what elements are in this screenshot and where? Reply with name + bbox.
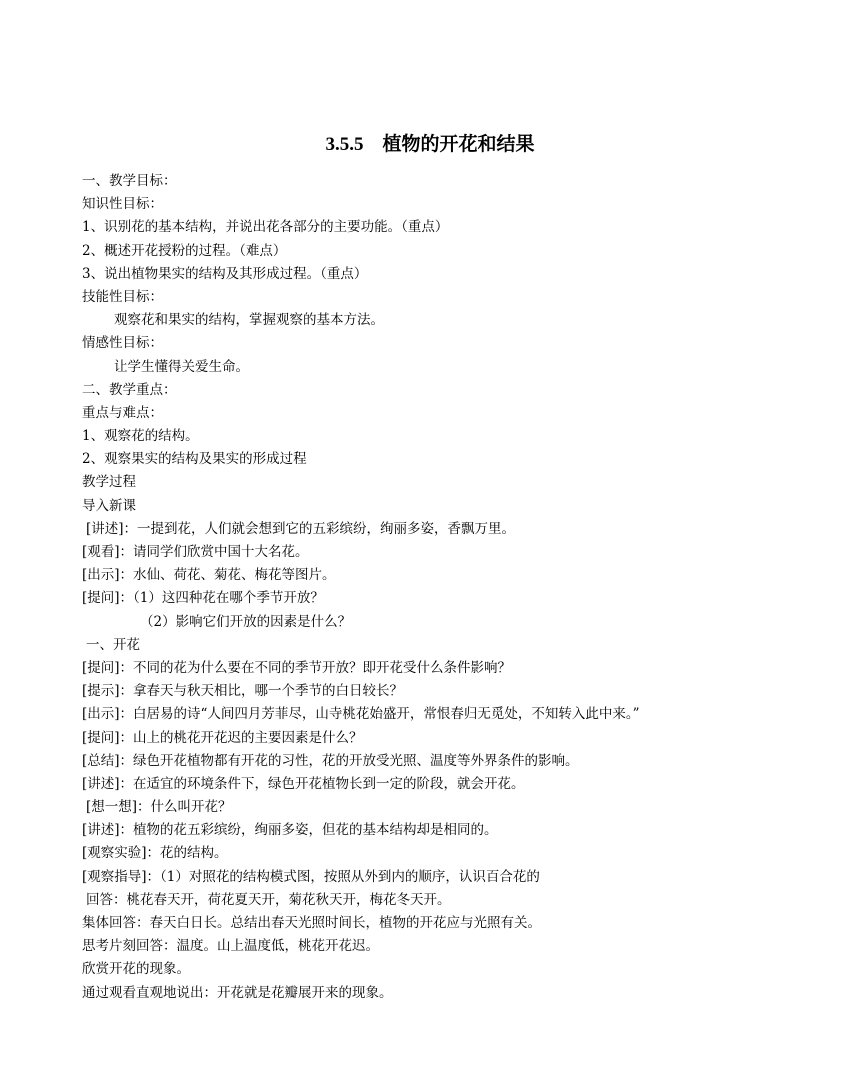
text-line: [观察实验]：花的结构。 (82, 845, 228, 862)
text-line: 教学过程 (82, 474, 136, 491)
text-line: 让学生懂得关爱生命。 (114, 358, 249, 375)
text-line: 一、开花 (86, 636, 140, 653)
text-line: [讲述]：植物的花五彩缤纷，绚丽多姿，但花的基本结构却是相同的。 (82, 822, 498, 839)
text-line: 思考片刻回答：温度。山上温度低，桃花开花迟。 (82, 938, 379, 955)
text-line: 集体回答：春天白日长。总结出春天光照时间长，植物的开花应与光照有关。 (82, 915, 541, 931)
text-line: [观察指导]：（1）对照花的结构模式图，按照从外到内的顺序，认识百合花的 (82, 868, 540, 885)
text-line: 欣赏开花的现象。 (82, 961, 190, 978)
text-line: [想一想]：什么叫开花？ (86, 799, 232, 816)
text-line: [提问]：不同的花为什么要在不同的季节开放？即开花受什么条件影响？ (82, 659, 512, 676)
text-line: （2）影响它们开放的因素是什么？ (140, 613, 352, 630)
text-line: [讲述]：在适宜的环境条件下，绿色开花植物长到一定的阶段，就会开花。 (82, 775, 525, 792)
page-title: 3.5.5 植物的开花和结果 (325, 134, 535, 155)
text-line: [总结]：绿色开花植物都有开花的习性，花的开放受光照、温度等外界条件的影响。 (82, 752, 579, 769)
text-line: 1、识别花的基本结构，并说出花各部分的主要功能。（重点） (82, 219, 449, 236)
text-line: [观看]：请同学们欣赏中国十大名花。 (82, 544, 309, 560)
text-line: [出示]：水仙、荷花、菊花、梅花等图片。 (82, 567, 336, 584)
text-line: 观察花和果实的结构，掌握观察的基本方法。 (114, 312, 384, 329)
text-line: 技能性目标： (82, 288, 163, 305)
document-body (82, 170, 782, 1005)
text-line: 通过观看直观地说出：开花就是花瓣展开来的现象。 (82, 984, 393, 1001)
text-line: [提问]：山上的桃花开花迟的主要因素是什么？ (82, 729, 363, 746)
text-line: [出示]：白居易的诗“人间四月芳菲尽，山寺桃花始盛开，常恨春归无觅处，不知转入此中来。” (82, 706, 640, 723)
text-line: 导入新课 (82, 497, 136, 514)
text-line: 二、教学重点： (82, 381, 177, 398)
text-line: 一、教学目标： (82, 173, 177, 189)
text-line: 情感性目标： (82, 335, 163, 352)
text-line: 1、观察花的结构。 (82, 428, 199, 445)
text-line: 重点与难点： (82, 404, 163, 421)
text-line: 知识性目标： (82, 196, 163, 213)
text-line: [提示]：拿春天与秋天相比，哪一个季节的白日较长？ (82, 683, 404, 700)
text-line: [提问]：（1）这四种花在哪个季节开放？ (82, 590, 324, 607)
text-line: 2、概述开花授粉的过程。（难点） (82, 242, 287, 259)
text-line: 2、观察果实的结构及果实的形成过程 (82, 451, 307, 468)
text-line: 3、说出植物果实的结构及其形成过程。（重点） (82, 265, 368, 282)
text-line: [讲述]：一提到花，人们就会想到它的五彩缤纷，绚丽多姿，香飘万里。 (86, 520, 516, 537)
text-line: 回答：桃花春天开，荷花夏天开，菊花秋天开，梅花冬天开。 (86, 891, 451, 908)
